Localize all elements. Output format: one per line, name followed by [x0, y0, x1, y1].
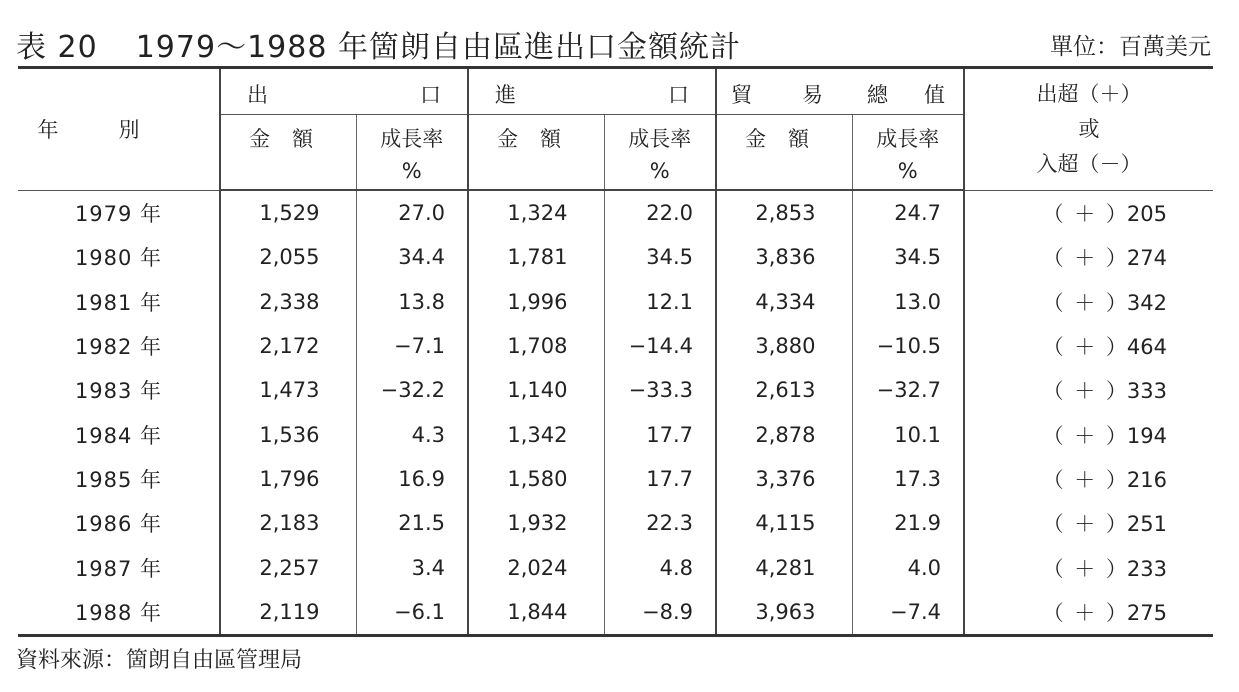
net-balance-cell: （ ＋ ）464 [1042, 335, 1167, 360]
net-balance-cell: （ ＋ ）216 [1042, 467, 1167, 492]
growth-label: 成長率 [380, 127, 444, 151]
trade-amount-cell: 4,334 [716, 280, 852, 324]
trade-amount-cell: 2,878 [716, 412, 852, 456]
import-amount-cell: 1,708 [468, 324, 604, 368]
year-cell: 1987 年 [18, 545, 220, 589]
trade-amount-cell: 2,853 [716, 190, 852, 235]
trade-statistics-table [18, 66, 1213, 637]
trade-header-char-3: 總 [867, 83, 888, 107]
trade-growth-cell: −32.7 [852, 368, 964, 412]
year-cell: 1988 年 [18, 590, 220, 636]
import-growth-cell: 22.0 [604, 190, 716, 235]
percent-label: % [649, 159, 670, 183]
export-header-right: 口 [420, 83, 441, 107]
export-growth-cell: 21.5 [356, 501, 468, 545]
export-header-left: 出 [247, 83, 268, 107]
import-growth-cell: −33.3 [604, 368, 716, 412]
import-amount-cell: 1,844 [468, 590, 604, 636]
growth-label: 成長率 [628, 127, 692, 151]
trade-growth-cell: 13.0 [852, 280, 964, 324]
trade-growth-cell: 34.5 [852, 235, 964, 279]
net-balance-cell: （ ＋ ）233 [1042, 556, 1167, 581]
export-amount-cell: 2,119 [220, 590, 356, 636]
net-balance-cell: （ ＋ ）275 [1042, 600, 1167, 625]
trade-growth-cell: −10.5 [852, 324, 964, 368]
trade-amount-cell: 3,880 [716, 324, 852, 368]
net-balance-cell: （ ＋ ）342 [1042, 290, 1167, 315]
trade-growth-cell: 10.1 [852, 412, 964, 456]
export-amount-cell: 1,529 [220, 190, 356, 235]
year-column-header: 年別 [18, 68, 220, 191]
export-growth-cell: −6.1 [356, 590, 468, 636]
trade-header-char-2: 易 [802, 83, 823, 107]
year-cell: 1979 年 [18, 190, 220, 235]
export-amount-cell: 2,055 [220, 235, 356, 279]
import-amount-cell: 1,781 [468, 235, 604, 279]
export-growth-cell: −32.2 [356, 368, 468, 412]
year-cell: 1985 年 [18, 457, 220, 501]
growth-label: 成長率 [876, 127, 940, 151]
export-amount-cell: 1,473 [220, 368, 356, 412]
table-row [18, 412, 1213, 456]
net-header-line-2: 或 [1078, 116, 1100, 141]
trade-amount-cell: 3,836 [716, 235, 852, 279]
import-amount-cell: 1,996 [468, 280, 604, 324]
import-amount-cell: 1,932 [468, 501, 604, 545]
net-column-header [964, 68, 1213, 191]
export-growth-cell: 27.0 [356, 190, 468, 235]
import-growth-cell: 4.8 [604, 545, 716, 589]
source-note: 資料來源：箇朗自由區管理局 [16, 648, 303, 673]
table-row [18, 324, 1213, 368]
net-header-line-1: 出超（＋） [1036, 81, 1142, 106]
trade-total-group-header [716, 68, 964, 115]
import-amount-cell: 1,324 [468, 190, 604, 235]
trade-growth-cell: 24.7 [852, 190, 964, 235]
export-amount-cell: 1,536 [220, 412, 356, 456]
import-growth-cell: 34.5 [604, 235, 716, 279]
trade-header-char-1: 貿 [731, 83, 752, 107]
import-amount-header: 金額 [468, 115, 604, 191]
export-growth-cell: 16.9 [356, 457, 468, 501]
table-row [18, 190, 1213, 235]
table-title [16, 22, 741, 66]
import-amount-cell: 1,342 [468, 412, 604, 456]
trade-growth-cell: 21.9 [852, 501, 964, 545]
trade-amount-header: 金額 [716, 115, 852, 191]
trade-growth-header [852, 115, 964, 191]
export-amount-header: 金額 [220, 115, 356, 191]
trade-amount-cell: 3,963 [716, 590, 852, 636]
import-group-header [468, 68, 716, 115]
import-amount-cell: 2,024 [468, 545, 604, 589]
import-amount-cell: 1,580 [468, 457, 604, 501]
table-caption: 1979～1988 年箇朗自由區進出口金額統計 [135, 30, 741, 65]
year-cell: 1986 年 [18, 501, 220, 545]
trade-growth-cell: −7.4 [852, 590, 964, 636]
import-growth-cell: −14.4 [604, 324, 716, 368]
trade-header-char-4: 值 [924, 83, 945, 107]
import-header-right: 口 [668, 83, 689, 107]
percent-label: % [897, 159, 918, 183]
import-growth-cell: 12.1 [604, 280, 716, 324]
import-header-left: 進 [495, 83, 516, 107]
export-growth-header [356, 115, 468, 191]
table-number: 表 20 [16, 30, 98, 65]
net-balance-cell: （ ＋ ）194 [1042, 423, 1167, 448]
table-row [18, 501, 1213, 545]
trade-growth-cell: 17.3 [852, 457, 964, 501]
table-row [18, 235, 1213, 279]
year-cell: 1980 年 [18, 235, 220, 279]
table-row [18, 457, 1213, 501]
import-growth-header [604, 115, 716, 191]
export-growth-cell: 13.8 [356, 280, 468, 324]
export-amount-cell: 2,172 [220, 324, 356, 368]
unit-label: 單位：百萬美元 [1050, 34, 1211, 60]
export-growth-cell: −7.1 [356, 324, 468, 368]
trade-amount-cell: 2,613 [716, 368, 852, 412]
net-balance-cell: （ ＋ ）333 [1042, 379, 1167, 404]
year-cell: 1984 年 [18, 412, 220, 456]
table-row [18, 280, 1213, 324]
year-cell: 1982 年 [18, 324, 220, 368]
import-amount-cell: 1,140 [468, 368, 604, 412]
table-row [18, 590, 1213, 636]
export-amount-cell: 1,796 [220, 457, 356, 501]
net-balance-cell: （ ＋ ）274 [1042, 246, 1167, 271]
export-amount-cell: 2,338 [220, 280, 356, 324]
export-growth-cell: 3.4 [356, 545, 468, 589]
export-growth-cell: 4.3 [356, 412, 468, 456]
trade-amount-cell: 4,281 [716, 545, 852, 589]
trade-growth-cell: 4.0 [852, 545, 964, 589]
import-growth-cell: 22.3 [604, 501, 716, 545]
export-amount-cell: 2,257 [220, 545, 356, 589]
export-group-header [220, 68, 468, 115]
trade-amount-cell: 4,115 [716, 501, 852, 545]
net-header-line-3: 入超（－） [1036, 151, 1142, 176]
percent-label: % [401, 159, 422, 183]
net-balance-cell: （ ＋ ）205 [1042, 201, 1167, 226]
trade-amount-cell: 3,376 [716, 457, 852, 501]
import-growth-cell: −8.9 [604, 590, 716, 636]
year-cell: 1981 年 [18, 280, 220, 324]
header-row-groups [18, 68, 1213, 115]
net-balance-cell: （ ＋ ）251 [1042, 512, 1167, 537]
table-row [18, 368, 1213, 412]
export-amount-cell: 2,183 [220, 501, 356, 545]
export-growth-cell: 34.4 [356, 235, 468, 279]
import-growth-cell: 17.7 [604, 457, 716, 501]
table-row [18, 545, 1213, 589]
year-cell: 1983 年 [18, 368, 220, 412]
import-growth-cell: 17.7 [604, 412, 716, 456]
